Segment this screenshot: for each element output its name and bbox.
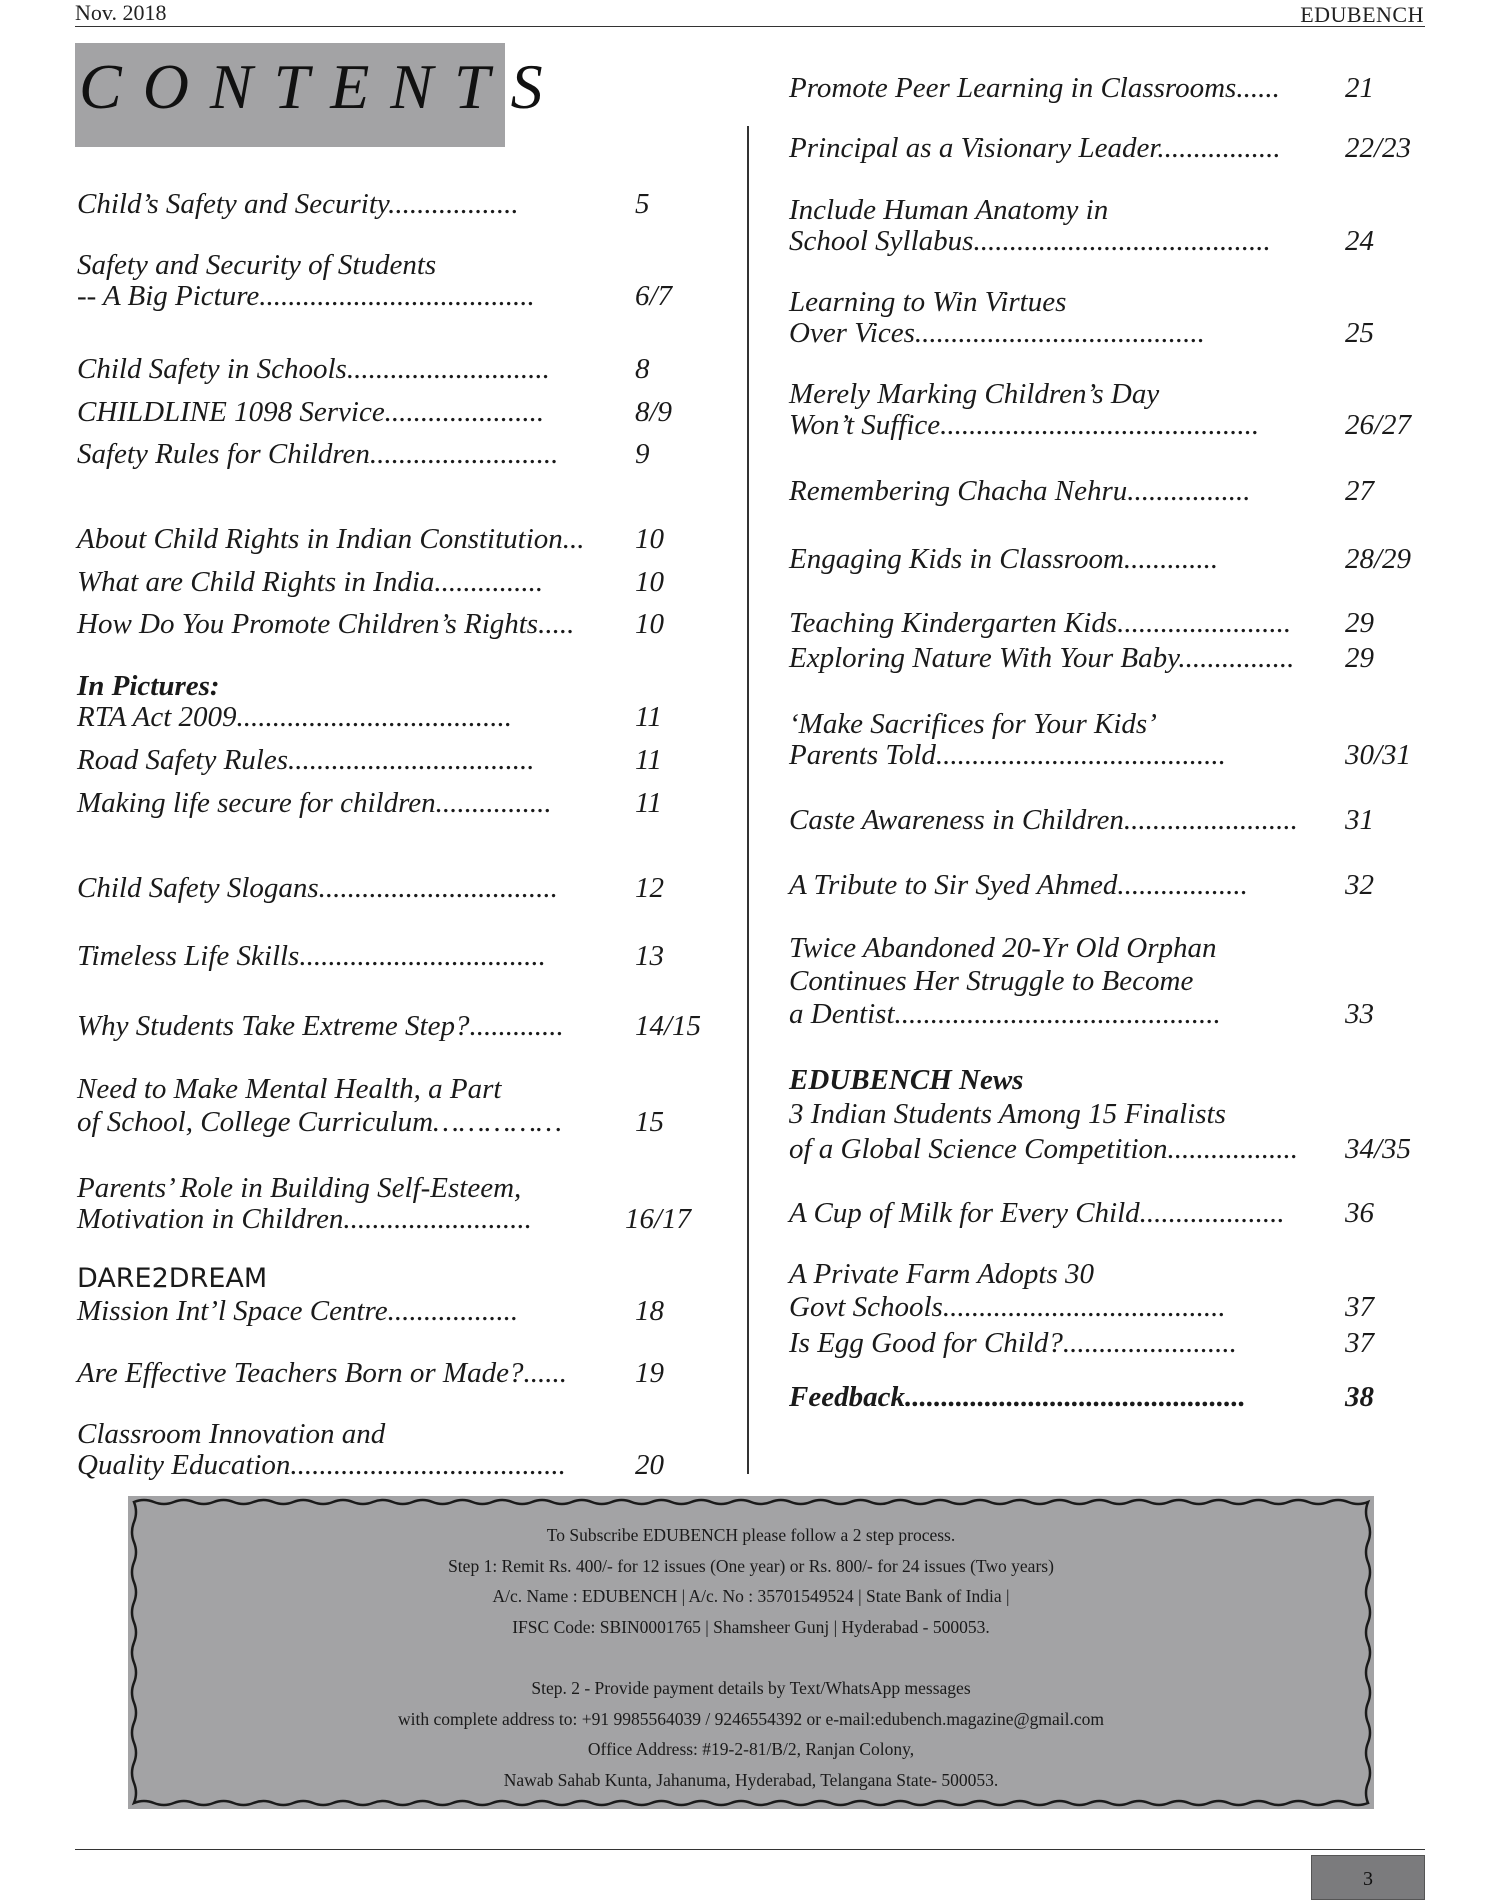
toc-entry-title: Need to Make Mental Health, a Part (77, 1073, 502, 1105)
toc-entry-title: Engaging Kids in Classroom............. (789, 543, 1219, 575)
toc-entry-page: 16/17 (625, 1203, 692, 1235)
toc-entry-title-line2: Motivation in Children.......................... (77, 1203, 532, 1235)
toc-entry-title: Making life secure for children................ (77, 787, 552, 819)
toc-entry-title: A Tribute to Sir Syed Ahmed.................. (789, 869, 1248, 901)
subscribe-line: Step. 2 - Provide payment details by Text/WhatsApp messages (531, 1677, 971, 1698)
toc-entry-title: Child’s Safety and Security.................. (77, 188, 519, 220)
toc-entry-title-line2: -- A Big Picture...................................... (77, 280, 535, 312)
toc-entry-title: Child Safety Slogans................................. (77, 872, 558, 904)
toc-entry-title: Parents’ Role in Building Self-Esteem, (77, 1172, 522, 1204)
toc-entry-title-line2: Continues Her Struggle to Become (789, 965, 1194, 997)
issue-date: Nov. 2018 (75, 0, 167, 25)
toc-entry-page: 28/29 (1345, 543, 1412, 575)
toc-entry-title: Include Human Anatomy in (789, 194, 1109, 226)
toc-entry-title: Are Effective Teachers Born or Made?...... (77, 1357, 567, 1389)
toc-entry-page: 10 (635, 608, 664, 640)
subscribe-line[interactable]: with complete address to: +91 9985564039 / 9246554392 or e-mail:edubench.magazine@gmail.com (398, 1708, 1104, 1729)
toc-entry-title: ‘Make Sacrifices for Your Kids’ (789, 708, 1157, 740)
toc-entry-page: 37 (1345, 1327, 1374, 1359)
toc-entry-title: Classroom Innovation and (77, 1418, 386, 1450)
toc-entry-page: 13 (635, 940, 664, 972)
subscribe-line: To Subscribe EDUBENCH please follow a 2 step process. (546, 1525, 956, 1545)
toc-entry-title: Mission Int’l Space Centre.................. (77, 1295, 519, 1327)
contents-title: CONTENTS (79, 51, 564, 122)
toc-entry-page: 34/35 (1345, 1133, 1412, 1165)
subscription-text (128, 1520, 1374, 1795)
subscribe-line: Nawab Sahab Kunta, Jahanuma, Hyderabad, Telangana State- 500053. (503, 1769, 999, 1790)
section-heading-edubench-news: EDUBENCH News (789, 1064, 1024, 1096)
toc-entry-page: 26/27 (1345, 409, 1412, 441)
toc-entry-page: 31 (1345, 804, 1374, 836)
toc-entry-title-line2: of School, College Curriculum…………… (77, 1106, 562, 1138)
toc-entry-page: 20 (635, 1449, 664, 1481)
toc-entry-title-line2: School Syllabus......................................... (789, 225, 1271, 257)
toc-entry-page: 8 (635, 353, 650, 385)
toc-entry-title-line2: Parents Told........................................ (789, 739, 1226, 771)
toc-entry-title: Caste Awareness in Children........................ (789, 804, 1298, 836)
toc-entry-page: 12 (635, 872, 664, 904)
header-rule (75, 26, 1425, 27)
toc-entry-title: A Private Farm Adopts 30 (789, 1258, 1095, 1290)
toc-entry-title: Is Egg Good for Child?........................ (789, 1327, 1237, 1359)
toc-entry-page: 15 (635, 1106, 664, 1138)
toc-entry-title: Teaching Kindergarten Kids........................ (789, 607, 1292, 639)
toc-entry-page: 5 (635, 188, 650, 220)
toc-entry-title: Feedback............................................... (789, 1381, 1246, 1413)
toc-entry-title: Promote Peer Learning in Classrooms...... (789, 72, 1280, 104)
toc-entry-page: 11 (635, 787, 662, 819)
toc-entry-title: Exploring Nature With Your Baby................ (789, 642, 1295, 674)
toc-entry-title-line2: Quality Education...................................... (77, 1449, 566, 1481)
column-divider (747, 126, 749, 1474)
toc-entry-page: 36 (1345, 1197, 1374, 1229)
toc-entry-page: 30/31 (1345, 739, 1412, 771)
toc-entry-page: 11 (635, 744, 662, 776)
section-heading-in-pictures: In Pictures: (77, 670, 220, 702)
toc-entry-title: Remembering Chacha Nehru................. (789, 475, 1251, 507)
toc-entry-title-line2: of a Global Science Competition.................. (789, 1133, 1299, 1165)
contents-title-box (75, 43, 564, 147)
toc-entry-title: How Do You Promote Children’s Rights..... (77, 608, 575, 640)
toc-entry-title: Road Safety Rules.................................. (77, 744, 535, 776)
subscribe-spacer (128, 1642, 1374, 1673)
toc-entry-title: CHILDLINE 1098 Service...................... (77, 396, 545, 428)
subscription-box (128, 1496, 1374, 1809)
page-number-box (1311, 1855, 1425, 1900)
toc-entry-title: Timeless Life Skills.................................. (77, 940, 546, 972)
toc-entry-page: 37 (1345, 1291, 1374, 1323)
toc-entry-page: 29 (1345, 607, 1374, 639)
section-heading-dare2dream: DARE2DREAM (77, 1263, 268, 1294)
toc-entry-title: Why Students Take Extreme Step?............. (77, 1010, 564, 1042)
toc-entry-title: Safety Rules for Children.......................... (77, 438, 559, 470)
toc-entry-title: RTA Act 2009...................................... (77, 701, 512, 733)
toc-entry-page: 27 (1345, 475, 1374, 507)
toc-entry-page: 38 (1345, 1381, 1374, 1413)
subscribe-line: Step 1: Remit Rs. 400/- for 12 issues (One year) or Rs. 800/- for 24 issues (Two years) (448, 1555, 1054, 1576)
toc-entry-page: 11 (635, 701, 662, 733)
toc-entry-title-line2: Over Vices........................................ (789, 317, 1205, 349)
toc-entry-page: 32 (1345, 869, 1374, 901)
toc-entry-page: 19 (635, 1357, 664, 1389)
toc-entry-title: A Cup of Milk for Every Child.................... (789, 1197, 1285, 1229)
subscribe-line: A/c. Name : EDUBENCH | A/c. No : 35701549524 | State Bank of India | (492, 1586, 1010, 1607)
toc-entry-title-line2: Won’t Suffice............................................ (789, 409, 1260, 441)
toc-entry-page: 33 (1345, 998, 1374, 1030)
toc-entry-page: 10 (635, 523, 664, 555)
toc-entry-page: 25 (1345, 317, 1374, 349)
toc-entry-page: 24 (1345, 225, 1374, 257)
toc-entry-page: 18 (635, 1295, 664, 1327)
footer-rule (75, 1849, 1425, 1850)
page-number: 3 (1363, 1868, 1373, 1890)
toc-entry-page: 6/7 (635, 280, 673, 312)
toc-entry-page: 9 (635, 438, 650, 470)
subscribe-line: IFSC Code: SBIN0001765 | Shamsheer Gunj | Hyderabad - 500053. (512, 1616, 990, 1637)
subscribe-line: Office Address: #19-2-81/B/2, Ranjan Colony, (587, 1739, 915, 1760)
toc-entry-title-line2: Govt Schools....................................... (789, 1291, 1226, 1323)
toc-entry-title: Twice Abandoned 20-Yr Old Orphan (789, 932, 1217, 964)
toc-entry-title: What are Child Rights in India............... (77, 566, 544, 598)
toc-entry-page: 8/9 (635, 396, 673, 428)
toc-entry-title: Child Safety in Schools............................ (77, 353, 550, 385)
toc-entry-title: Merely Marking Children’s Day (789, 378, 1160, 410)
toc-entry-title: Safety and Security of Students (77, 249, 437, 281)
toc-entry-page: 14/15 (635, 1010, 702, 1042)
toc-entry-page: 10 (635, 566, 664, 598)
toc-entry-title: Principal as a Visionary Leader................. (789, 132, 1281, 164)
toc-entry-title: About Child Rights in Indian Constitution... (77, 523, 585, 555)
toc-entry-page: 21 (1345, 72, 1374, 104)
magazine-name: EDUBENCH (1300, 2, 1424, 27)
toc-entry-title: 3 Indian Students Among 15 Finalists (789, 1098, 1226, 1130)
toc-entry-page: 29 (1345, 642, 1374, 674)
toc-entry-title-line3: a Dentist............................................. (789, 998, 1221, 1030)
toc-entry-title: Learning to Win Virtues (789, 286, 1067, 318)
toc-entry-page: 22/23 (1345, 132, 1412, 164)
